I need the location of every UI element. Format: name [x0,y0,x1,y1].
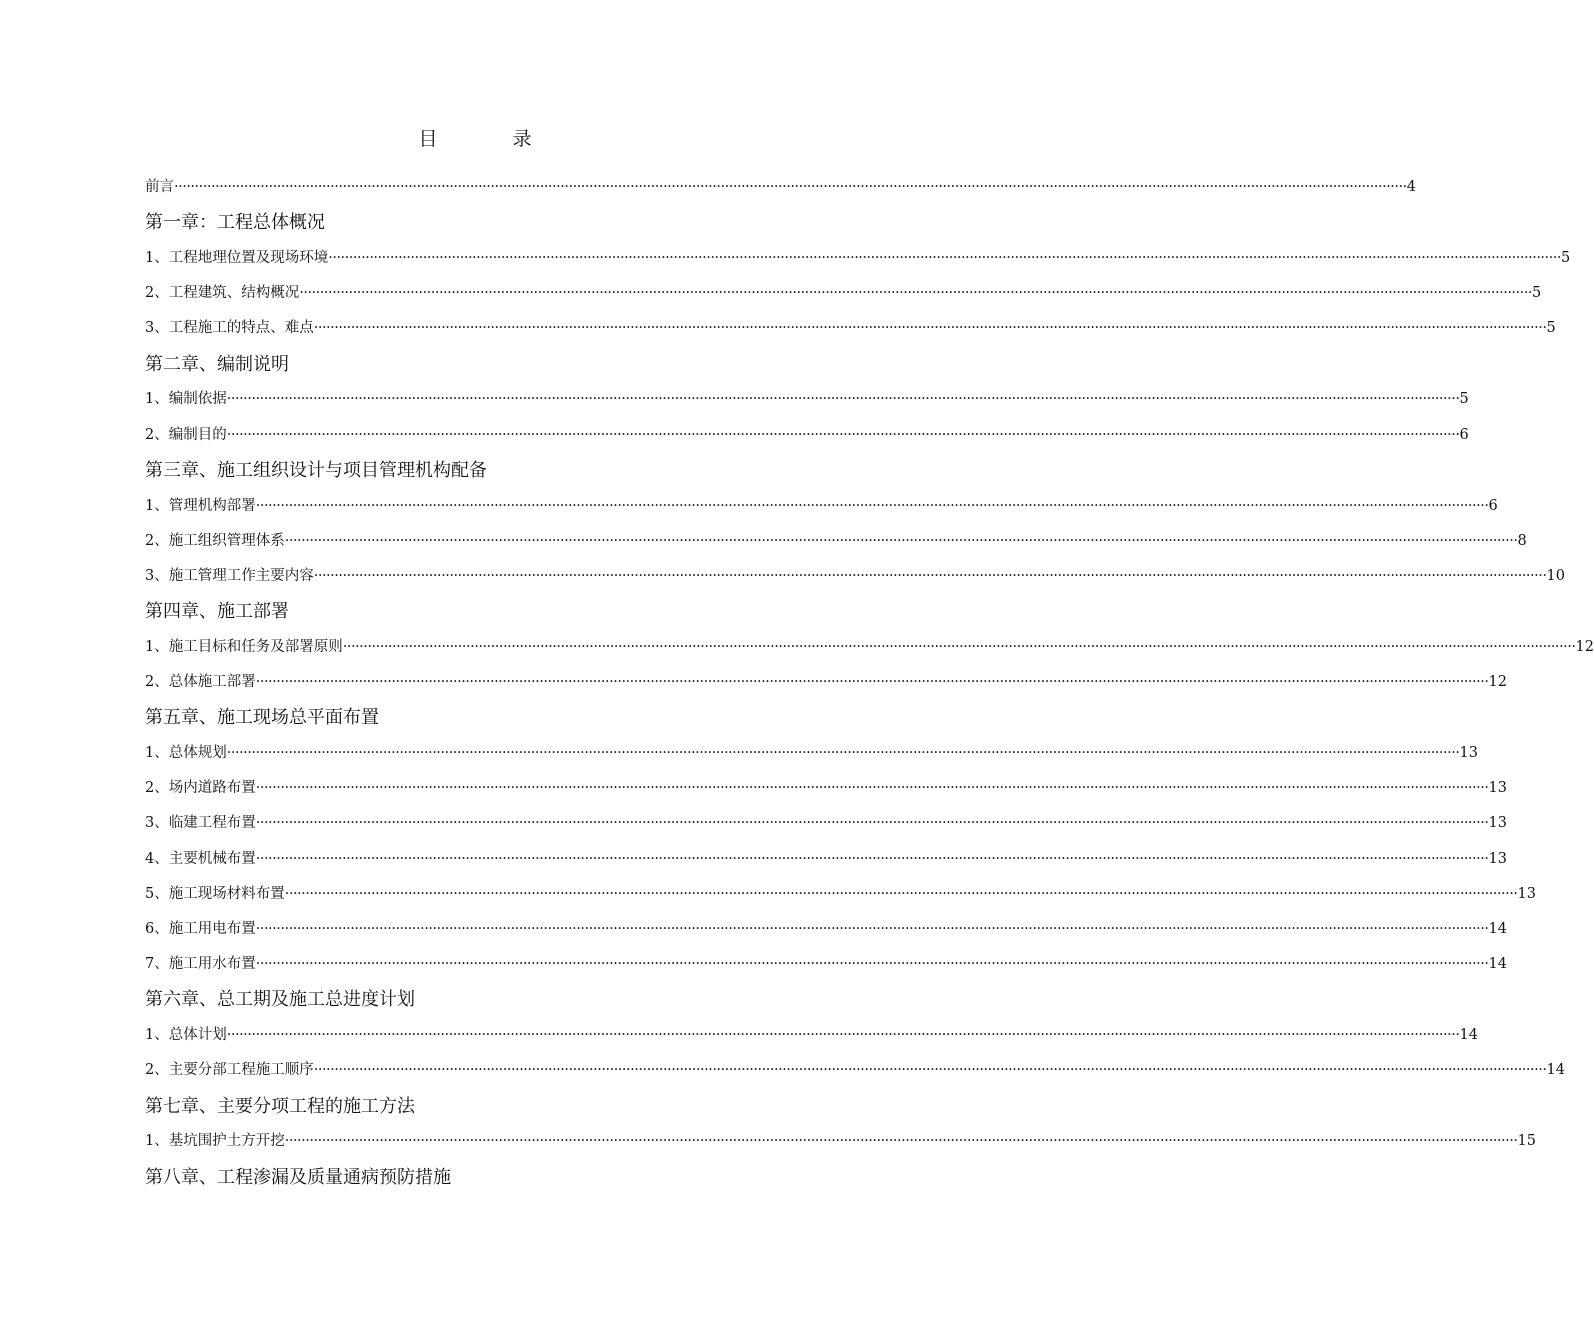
toc-entry[interactable] [145,1018,1478,1053]
toc-entry-label: 2、编制目的 [145,426,227,443]
dot-leader: ············································································································································································································································································································ [313,567,1547,584]
toc-entry[interactable] [145,842,1507,877]
toc-entry-label: 7、施工用水布置 [145,956,256,973]
toc-entry-label: 前言 [145,179,174,195]
dot-leader: ············································································································································································································································································································ [226,426,1460,443]
dot-leader: ············································································································································································································································································································ [255,497,1489,514]
toc-chapter-heading[interactable]: 第八章、工程渗漏及质量通病预防措施 [145,1166,451,1188]
toc-page-number: 8 [1517,532,1527,549]
toc-page-number: 6 [1488,497,1498,514]
toc-entry-label: 2、主要分部工程施工顺序 [145,1062,314,1079]
toc-entry-label: 1、工程地理位置及现场环境 [145,249,329,266]
toc-entry-label: 6、施工用电布置 [145,920,256,937]
toc-page-number: 14 [1546,1062,1565,1079]
dot-leader: ············································································································································································································································································································ [255,674,1489,691]
toc-entry[interactable] [145,912,1507,947]
toc-entry-label: 2、场内道路布置 [145,780,256,797]
toc-entry[interactable] [145,489,1498,524]
dot-leader: ············································································································································································································································································································ [255,815,1489,832]
toc-page-number: 13 [1488,850,1507,867]
toc-entry-label: 3、工程施工的特点、难点 [145,320,314,337]
toc-chapter-heading[interactable]: 第二章、编制说明 [145,353,289,375]
dot-leader: ············································································································································································································································································································ [342,638,1576,655]
dot-leader: ············································································································································································································································································································ [174,179,1407,195]
toc-page-number: 5 [1459,391,1469,408]
dot-leader: ············································································································································································································································································································ [313,320,1547,337]
toc-page-number: 13 [1488,815,1507,832]
toc-page-number: 5 [1560,249,1571,266]
toc-entry[interactable] [145,276,1542,311]
toc-entry-label: 1、基坑围护土方开挖 [145,1133,285,1150]
dot-leader: ············································································································································································································································································································ [313,1062,1547,1079]
toc-entry[interactable] [145,311,1556,346]
dot-leader: ············································································································································································································································································································ [284,885,1518,902]
toc-chapter-heading[interactable]: 第六章、总工期及施工总进度计划 [145,989,415,1011]
toc-entry-label: 2、总体施工部署 [145,674,256,691]
dot-leader: ············································································································································································································································································································ [255,956,1489,973]
toc-chapter-heading[interactable]: 第五章、施工现场总平面布置 [145,707,379,729]
toc-page-number: 6 [1459,426,1469,443]
toc-entry[interactable] [145,806,1507,841]
toc-entry[interactable] [145,736,1478,771]
toc-entry[interactable] [145,877,1536,912]
toc-page-number: 13 [1459,745,1478,762]
toc-chapter-heading[interactable]: 第三章、施工组织设计与项目管理机构配备 [145,459,487,481]
toc-entry[interactable] [145,665,1507,700]
toc-page-number: 13 [1517,885,1536,902]
toc-entry-label: 3、施工管理工作主要内容 [145,567,314,584]
toc-entry[interactable] [145,1124,1536,1159]
page-title: 目 录 [418,128,560,150]
dot-leader: ············································································································································································································································································································ [255,850,1489,867]
toc-entry[interactable] [145,170,1416,205]
toc-page-number: 14 [1459,1027,1478,1044]
toc-entry[interactable] [145,771,1507,806]
dot-leader: ············································································································································································································································································································ [226,745,1460,762]
toc-chapter-heading[interactable]: 第七章、主要分项工程的施工方法 [145,1095,415,1117]
toc-entry-label: 1、施工目标和任务及部署原则 [145,638,343,655]
toc-page-number: 12 [1575,638,1594,655]
toc-entry[interactable] [145,1053,1565,1088]
toc-page-number: 15 [1517,1133,1536,1150]
toc-entry-label: 1、总体规划 [145,745,227,762]
dot-leader: ············································································································································································································································································································ [284,532,1518,549]
dot-leader: ············································································································································································································································································································ [299,285,1532,302]
toc-page-number: 14 [1488,956,1507,973]
toc-entry[interactable] [145,524,1527,559]
toc-entry-label: 1、编制依据 [145,391,227,408]
toc-chapter-heading[interactable]: 第一章：工程总体概况 [145,212,325,234]
toc-entry[interactable] [145,241,1571,276]
table-of-contents [145,170,1594,1195]
toc-entry-label: 5、施工现场材料布置 [145,885,285,902]
toc-page-number: 5 [1546,320,1556,337]
toc-page-number: 12 [1488,674,1507,691]
toc-entry-label: 3、临建工程布置 [145,815,256,832]
toc-entry-label: 1、管理机构部署 [145,497,256,514]
toc-page-number: 13 [1488,780,1507,797]
dot-leader: ············································································································································································································································································································ [226,1027,1460,1044]
toc-entry[interactable] [145,947,1507,982]
toc-entry[interactable] [145,559,1565,594]
toc-entry[interactable] [145,630,1594,665]
toc-entry[interactable] [145,418,1469,453]
toc-entry-label: 1、总体计划 [145,1027,227,1044]
dot-leader: ············································································································································································································································································································ [226,391,1460,408]
dot-leader: ············································································································································································································································································································ [284,1133,1518,1150]
toc-page-number: 5 [1531,285,1542,302]
toc-entry-label: 2、施工组织管理体系 [145,532,285,549]
toc-entry[interactable] [145,382,1469,417]
dot-leader: ············································································································································································································································································································ [255,920,1489,937]
toc-page-number: 14 [1488,920,1507,937]
dot-leader: ············································································································································································································································································································ [328,249,1561,266]
dot-leader: ············································································································································································································································································································ [255,780,1489,797]
toc-entry-label: 2、工程建筑、结构概况 [145,285,300,302]
toc-page-number: 4 [1406,179,1416,195]
toc-page-number: 10 [1546,567,1565,584]
toc-entry-label: 4、主要机械布置 [145,850,256,867]
toc-chapter-heading[interactable]: 第四章、施工部署 [145,601,289,623]
